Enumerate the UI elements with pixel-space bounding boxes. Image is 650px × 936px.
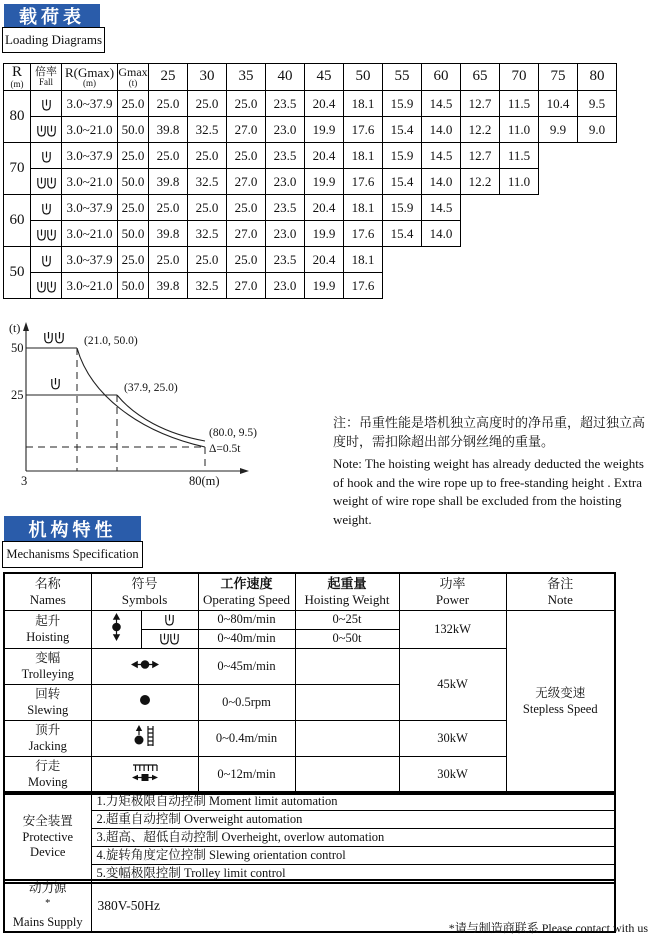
moving-speed: 0~12m/min	[198, 757, 295, 794]
curve-4-fall	[77, 348, 205, 447]
load-cell: 27.0	[227, 221, 266, 247]
hoisting-weight-2: 0~50t	[295, 630, 399, 649]
col-radius-60: 60	[422, 64, 461, 91]
load-cell: 17.6	[344, 221, 383, 247]
end-point-label: (80.0, 9.5)	[209, 427, 257, 439]
single-fall-icon	[41, 199, 51, 214]
hoisting-weight-1: 0~25t	[295, 611, 399, 630]
load-cell: 25.0	[188, 247, 227, 273]
mains-value: 380V-50Hz	[91, 880, 615, 932]
col-note: 备注 Note	[506, 573, 615, 611]
load-cell: 15.9	[383, 195, 422, 221]
load-cell: 18.1	[344, 195, 383, 221]
col-rgmax: R(Gmax) (m)	[62, 64, 118, 91]
load-cell: 27.0	[227, 273, 266, 299]
safety-row	[4, 847, 615, 865]
load-cell: 11.0	[500, 117, 539, 143]
load-cell: 14.5	[422, 195, 461, 221]
gmax-cell: 25.0	[118, 195, 149, 221]
col-radius-45: 45	[305, 64, 344, 91]
slewing-speed: 0~0.5rpm	[198, 685, 295, 721]
col-names: 名称 Names	[4, 573, 91, 611]
gmax-cell: 50.0	[118, 117, 149, 143]
note-cn: 注：吊重性能是塔机独立高度时的净吊重，超过独立高度时，需扣除超出部分钢丝绳的重量。	[333, 415, 646, 449]
hoisting-power: 132kW	[399, 611, 506, 649]
slewing-symbol-icon	[91, 685, 198, 721]
col-radius-25: 25	[149, 64, 188, 91]
load-cell: 20.4	[305, 91, 344, 117]
safety-table	[3, 791, 616, 884]
double-fall-icon	[45, 332, 63, 343]
delta-label: Δ=0.5t	[209, 443, 241, 455]
jacking-speed: 0~0.4m/min	[198, 721, 295, 757]
gmax-cell: 25.0	[118, 143, 149, 169]
load-cell: 14.0	[422, 117, 461, 143]
loading-header-row	[4, 64, 617, 91]
load-cell: 18.1	[344, 143, 383, 169]
hoisting-speed-2: 0~40m/min	[198, 630, 295, 649]
range-cell: 3.0~37.9	[62, 247, 118, 273]
load-cell: 14.0	[422, 221, 461, 247]
load-cell: 15.4	[383, 221, 422, 247]
loading-row	[4, 195, 617, 221]
double-fall-icon	[160, 631, 180, 645]
load-cell: 39.8	[149, 117, 188, 143]
load-cell: 25.0	[149, 143, 188, 169]
single-fall-icon	[165, 612, 175, 626]
col-radius-40: 40	[266, 64, 305, 91]
col-radius-70: 70	[500, 64, 539, 91]
range-cell: 3.0~21.0	[62, 273, 118, 299]
mechanisms-title-cn: 机构特性	[28, 519, 117, 540]
safety-item-1: 1.力矩极限自动控制 Moment limit automation	[91, 792, 615, 811]
radius-cell: 80	[4, 91, 31, 143]
col-symbols: 符号 Symbols	[91, 573, 198, 611]
range-cell: 3.0~21.0	[62, 169, 118, 195]
col-radius-80: 80	[578, 64, 617, 91]
gmax-cell: 50.0	[118, 169, 149, 195]
load-cell: 32.5	[188, 169, 227, 195]
mechanisms-section-subtitle	[2, 541, 143, 568]
jacking-power: 30kW	[399, 721, 506, 757]
col-radius-35: 35	[227, 64, 266, 91]
moving-name: 行走 Moving	[4, 757, 91, 794]
range-cell: 3.0~37.9	[62, 195, 118, 221]
curve-2-fall	[117, 395, 205, 441]
load-cell: 9.0	[578, 117, 617, 143]
load-cell: 25.0	[227, 195, 266, 221]
load-cell: 23.0	[266, 169, 305, 195]
load-cell: 27.0	[227, 117, 266, 143]
fall-cell	[31, 117, 62, 143]
loading-title-cn: 载荷表	[19, 6, 85, 27]
xtick-80: 80(m)	[189, 474, 220, 488]
loading-row	[4, 221, 617, 247]
load-cell: 23.0	[266, 273, 305, 299]
spec-header-row	[4, 573, 615, 611]
load-cell: 12.2	[461, 117, 500, 143]
gmax-cell: 25.0	[118, 247, 149, 273]
load-chart	[8, 314, 340, 508]
trolleying-speed: 0~45m/min	[198, 649, 295, 685]
footnote: *请与制造商联系 Please contact with us	[448, 921, 648, 935]
trolleying-symbol-icon	[91, 649, 198, 685]
load-cell: 25.0	[188, 91, 227, 117]
load-cell: 25.0	[149, 91, 188, 117]
load-cell: 32.5	[188, 221, 227, 247]
range-cell: 3.0~21.0	[62, 117, 118, 143]
load-cell: 23.0	[266, 117, 305, 143]
safety-item-3: 3.超高、超低自动控制 Overheight, overlow automation	[91, 829, 615, 847]
load-cell: 9.5	[578, 91, 617, 117]
load-cell: 20.4	[305, 195, 344, 221]
load-cell: 14.5	[422, 143, 461, 169]
trolleying-weight-empty	[295, 649, 399, 685]
col-fall: 倍率 Fall	[31, 64, 62, 91]
ytick-25: 25	[11, 388, 24, 402]
footnote-asterisk: *	[45, 897, 51, 909]
range-cell: 3.0~21.0	[62, 221, 118, 247]
single-fall-icon	[41, 95, 51, 110]
load-cell: 23.5	[266, 195, 305, 221]
double-fall-icon	[36, 225, 56, 240]
fall-cell	[31, 247, 62, 273]
load-cell: 32.5	[188, 117, 227, 143]
load-cell: 11.5	[500, 143, 539, 169]
loading-row	[4, 273, 617, 299]
col-gmax: Gmax (t)	[118, 64, 149, 91]
load-cell: 23.0	[266, 221, 305, 247]
load-cell: 18.1	[344, 247, 383, 273]
load-cell: 15.4	[383, 169, 422, 195]
spec-row-hoisting-1	[4, 611, 615, 630]
load-cell: 17.6	[344, 117, 383, 143]
load-cell: 19.9	[305, 117, 344, 143]
loading-row	[4, 91, 617, 117]
load-cell: 15.9	[383, 91, 422, 117]
fall-cell	[31, 221, 62, 247]
slewing-name: 回转 Slewing	[4, 685, 91, 721]
load-cell: 12.7	[461, 91, 500, 117]
load-cell: 11.0	[500, 169, 539, 195]
load-cell: 27.0	[227, 169, 266, 195]
hoisting-name: 起升 Hoisting	[4, 611, 91, 649]
load-cell: 25.0	[227, 143, 266, 169]
double-fall-icon	[36, 121, 56, 136]
y-axis-arrow-icon	[23, 322, 29, 331]
chart-y-unit: (t)	[9, 321, 21, 335]
load-cell: 17.6	[344, 273, 383, 299]
radius-cell: 50	[4, 247, 31, 299]
col-radius-30: 30	[188, 64, 227, 91]
col-radius-55: 55	[383, 64, 422, 91]
note-en: Note: The hoisting weight has already deducted the weights of hook and the wire rope up to free-standing height . Extra weight of wire rope shall be excluded from the hoisting weight.	[333, 455, 644, 528]
jacking-symbol-icon	[91, 721, 198, 757]
load-cell: 25.0	[149, 195, 188, 221]
safety-row	[4, 811, 615, 829]
radius-cell: 60	[4, 195, 31, 247]
load-cell: 9.9	[539, 117, 578, 143]
load-cell: 32.5	[188, 273, 227, 299]
load-cell: 19.9	[305, 169, 344, 195]
breakpoint-label-25: (37.9, 25.0)	[124, 382, 178, 394]
load-cell: 23.5	[266, 247, 305, 273]
moving-weight-empty	[295, 757, 399, 794]
fall-cell	[31, 273, 62, 299]
col-radius-65: 65	[461, 64, 500, 91]
radius-cell: 70	[4, 143, 31, 195]
mains-label: 动力源 * Mains Supply	[4, 880, 91, 932]
jacking-name: 顶升 Jacking	[4, 721, 91, 757]
load-cell: 39.8	[149, 273, 188, 299]
slewing-weight-empty	[295, 685, 399, 721]
load-cell: 17.6	[344, 169, 383, 195]
load-cell: 19.9	[305, 273, 344, 299]
load-cell: 19.9	[305, 221, 344, 247]
moving-symbol-icon	[91, 757, 198, 794]
notes	[333, 414, 649, 530]
safety-item-4: 4.旋转角度定位控制 Slewing orientation control	[91, 847, 615, 865]
loading-row	[4, 117, 617, 143]
load-cell: 12.2	[461, 169, 500, 195]
trolleying-name: 变幅 Trolleying	[4, 649, 91, 685]
load-cell: 14.5	[422, 91, 461, 117]
loading-table	[3, 63, 617, 299]
fall-cell	[31, 91, 62, 117]
mechanisms-section-title	[4, 516, 141, 541]
loading-title-en: Loading Diagrams	[4, 32, 103, 47]
hoisting-fall-double	[141, 630, 198, 649]
single-fall-icon	[52, 378, 59, 389]
loading-section-subtitle	[2, 27, 105, 53]
double-fall-icon	[36, 173, 56, 188]
col-speed: 工作速度 Operating Speed	[198, 573, 295, 611]
load-cell: 11.5	[500, 91, 539, 117]
col-power: 功率 Power	[399, 573, 506, 611]
fall-cell	[31, 169, 62, 195]
col-weight: 起重量 Hoisting Weight	[295, 573, 399, 611]
stepless-note: 无级变速 Stepless Speed	[506, 611, 615, 794]
safety-item-2: 2.超重自动控制 Overweight automation	[91, 811, 615, 829]
load-cell: 25.0	[188, 143, 227, 169]
range-cell: 3.0~37.9	[62, 91, 118, 117]
load-cell: 20.4	[305, 143, 344, 169]
load-cell: 14.0	[422, 169, 461, 195]
safety-row	[4, 792, 615, 811]
single-fall-icon	[41, 147, 51, 162]
loading-section-title	[4, 4, 100, 27]
load-cell: 15.4	[383, 117, 422, 143]
trolleying-slewing-power: 45kW	[399, 649, 506, 721]
load-cell: 39.8	[149, 169, 188, 195]
load-cell: 10.4	[539, 91, 578, 117]
double-fall-icon	[36, 277, 56, 292]
col-radius-75: 75	[539, 64, 578, 91]
fall-cell	[31, 143, 62, 169]
load-cell: 15.9	[383, 143, 422, 169]
hoisting-symbol-icon	[91, 611, 141, 649]
load-cell: 25.0	[149, 247, 188, 273]
load-cell: 25.0	[227, 247, 266, 273]
moving-power: 30kW	[399, 757, 506, 794]
single-fall-icon	[41, 251, 51, 266]
load-cell: 25.0	[227, 91, 266, 117]
load-cell: 18.1	[344, 91, 383, 117]
safety-label: 安全装置 Protective Device	[4, 792, 91, 883]
gmax-cell: 50.0	[118, 273, 149, 299]
safety-row	[4, 829, 615, 847]
gmax-cell: 50.0	[118, 221, 149, 247]
breakpoint-label-50: (21.0, 50.0)	[84, 335, 138, 347]
col-r: R (m)	[4, 64, 31, 91]
loading-row	[4, 169, 617, 195]
load-cell: 23.5	[266, 143, 305, 169]
ytick-50: 50	[11, 341, 24, 355]
spec-table	[3, 572, 616, 795]
load-cell: 12.7	[461, 143, 500, 169]
loading-row	[4, 143, 617, 169]
load-cell: 20.4	[305, 247, 344, 273]
fall-cell	[31, 195, 62, 221]
gmax-cell: 25.0	[118, 91, 149, 117]
hoisting-fall-single	[141, 611, 198, 630]
loading-row	[4, 247, 617, 273]
load-cell: 23.5	[266, 91, 305, 117]
xtick-3: 3	[21, 474, 28, 488]
safety-item-5: 5.变幅极限控制 Trolley limit control	[91, 865, 615, 884]
jacking-weight-empty	[295, 721, 399, 757]
mechanisms-title-en: Mechanisms Specification	[6, 547, 139, 561]
load-cell: 25.0	[188, 195, 227, 221]
hoisting-speed-1: 0~80m/min	[198, 611, 295, 630]
range-cell: 3.0~37.9	[62, 143, 118, 169]
col-radius-50: 50	[344, 64, 383, 91]
x-axis-arrow-icon	[240, 468, 249, 474]
load-cell: 39.8	[149, 221, 188, 247]
